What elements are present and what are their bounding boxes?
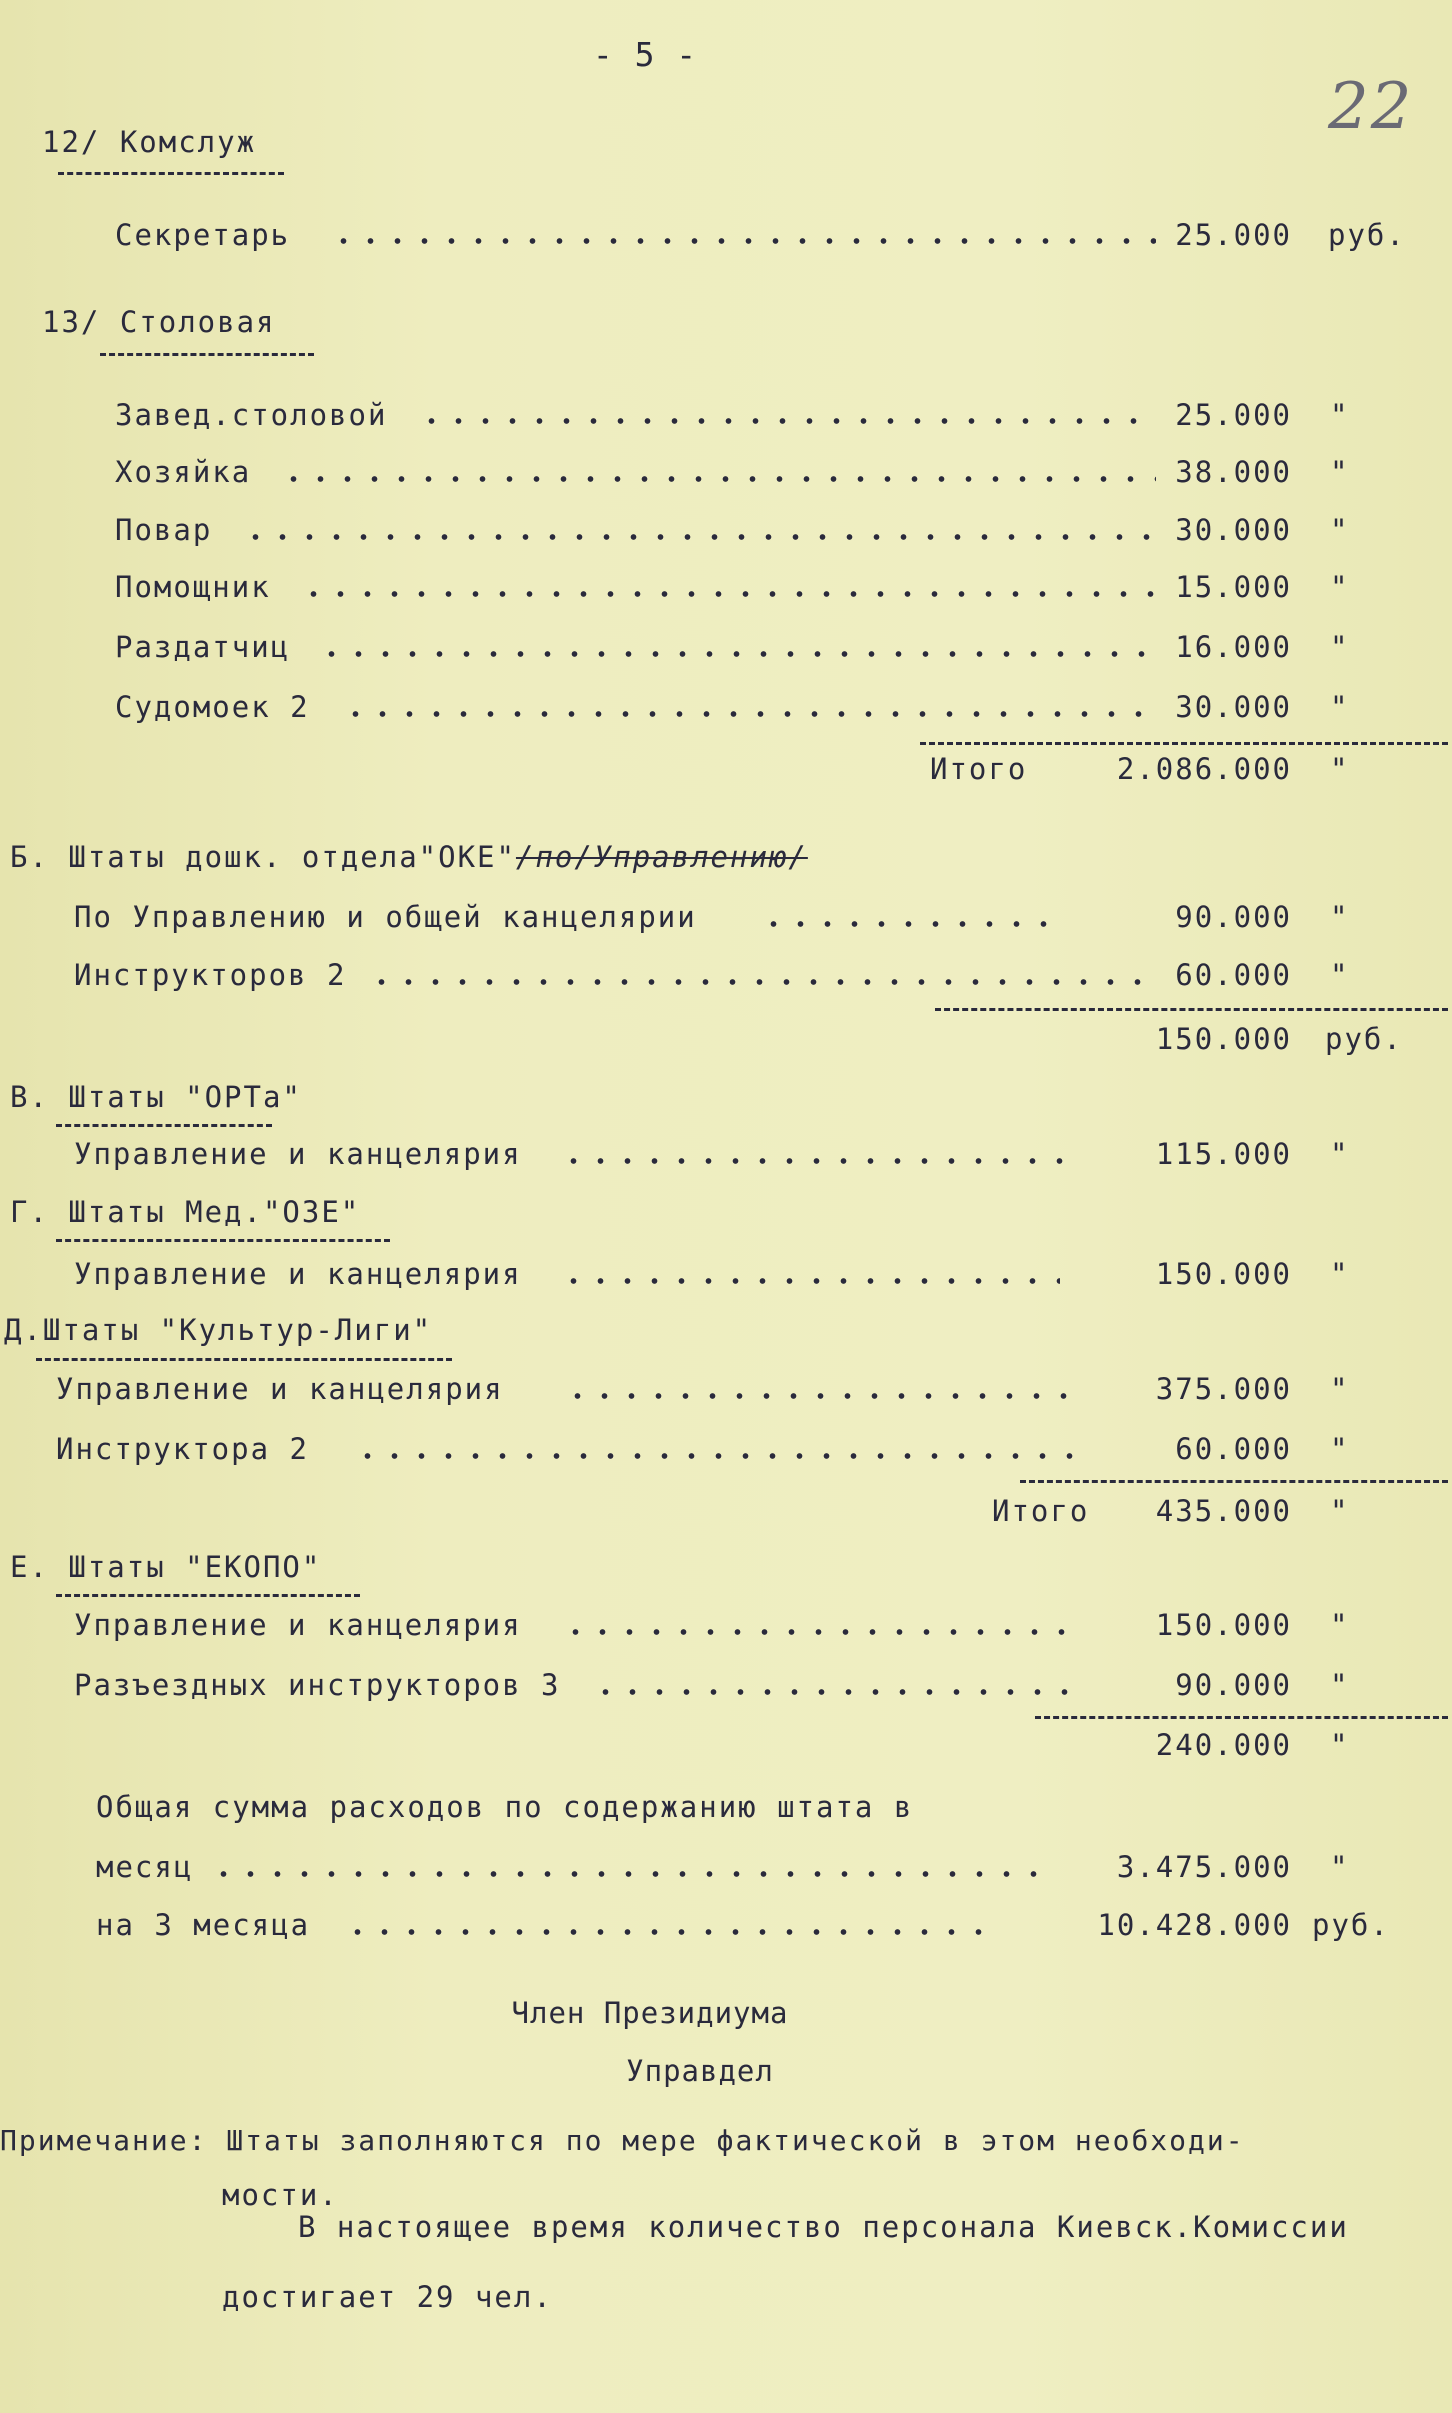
row-label: Завед.столовой: [115, 398, 388, 432]
row-amount: 150.000: [1155, 1257, 1292, 1291]
dot-leader: [760, 921, 1056, 927]
total-amount: 150.000: [1155, 1022, 1292, 1056]
row-unit: ": [1330, 1608, 1350, 1642]
dot-leader: [344, 1929, 984, 1935]
dot-leader: [560, 1158, 1080, 1164]
dot-leader: [368, 979, 1156, 985]
dot-leader: [342, 711, 1156, 717]
row-label: Управление и канцелярия: [74, 1257, 522, 1291]
row-amount: 90.000: [1175, 900, 1292, 934]
total-rule: [920, 742, 1448, 745]
page-number: - 5 -: [592, 35, 698, 74]
section-heading-e: Е. Штаты "ЕКОПО": [10, 1550, 322, 1584]
row-label: Инструктора 2: [56, 1432, 309, 1466]
note-line: [0, 2124, 1245, 2158]
row-unit: ": [1330, 513, 1350, 547]
signature-role: Управдел: [626, 2054, 774, 2088]
section-heading-d: Д.Штаты "Культур-Лиги": [4, 1313, 433, 1347]
row-unit: руб.: [1328, 218, 1406, 252]
total-unit: ": [1330, 1494, 1350, 1528]
row-unit: ": [1330, 900, 1350, 934]
row-amount: 30.000: [1175, 513, 1292, 547]
heading-underline: [56, 1239, 390, 1242]
heading-underline: [56, 1594, 360, 1597]
note-line: В настоящее время количество персонала Киевск.Комиссии: [298, 2210, 1349, 2244]
summary-month-amount: 3.475.000: [1116, 1850, 1292, 1884]
row-unit: ": [1330, 1668, 1350, 1702]
row-label: Управление и канцелярия: [74, 1137, 522, 1171]
row-amount: 25.000: [1175, 218, 1292, 252]
section-heading-v: В. Штаты "ОРТа": [10, 1080, 302, 1114]
row-amount: 60.000: [1175, 958, 1292, 992]
note-line: мости.: [222, 2178, 339, 2212]
row-label: По Управлению и общей канцелярии: [74, 900, 697, 934]
row-unit: ": [1330, 1372, 1350, 1406]
row-amount: 15.000: [1175, 570, 1292, 604]
row-amount: 60.000: [1175, 1432, 1292, 1466]
row-unit: ": [1330, 455, 1350, 489]
dot-leader: [330, 238, 1156, 244]
row-label: Хозяйка: [115, 455, 252, 489]
row-amount: 30.000: [1175, 690, 1292, 724]
heading-text: Б. Штаты дошк. отдела"ОКЕ": [10, 840, 516, 874]
row-unit: ": [1330, 630, 1350, 664]
row-amount: 25.000: [1175, 398, 1292, 432]
heading-underline: [36, 1358, 452, 1361]
summary-month-unit: ": [1330, 1850, 1350, 1884]
row-label: Помощник: [115, 570, 271, 604]
dot-leader: [560, 1278, 1060, 1284]
row-unit: ": [1330, 398, 1350, 432]
row-label: Секретарь: [115, 218, 291, 252]
heading-underline: [100, 353, 314, 356]
row-amount: 38.000: [1175, 455, 1292, 489]
archive-folio-mark: 22: [1328, 70, 1414, 144]
section-heading-g: Г. Штаты Мед."ОЗЕ": [10, 1195, 361, 1229]
heading-underline: [56, 1124, 272, 1127]
summary-period-label: на 3 месяца: [96, 1908, 311, 1942]
summary-line: Общая сумма расходов по содержанию штата в: [96, 1790, 914, 1824]
note-line: достигает 29 чел.: [222, 2280, 553, 2314]
row-amount: 150.000: [1155, 1608, 1292, 1642]
dot-leader: [318, 651, 1156, 657]
row-amount: 115.000: [1155, 1137, 1292, 1171]
row-unit: ": [1330, 1432, 1350, 1466]
row-amount: 90.000: [1175, 1668, 1292, 1702]
total-amount: 435.000: [1155, 1494, 1292, 1528]
dot-leader: [280, 476, 1156, 482]
total-rule: [1035, 1716, 1448, 1719]
total-label: Итого: [930, 752, 1028, 786]
dot-leader: [562, 1629, 1080, 1635]
total-amount: 240.000: [1155, 1728, 1292, 1762]
summary-period-unit: руб.: [1312, 1908, 1390, 1942]
total-rule: [935, 1008, 1448, 1011]
dot-leader: [354, 1453, 1080, 1459]
row-amount: 16.000: [1175, 630, 1292, 664]
row-unit: ": [1330, 958, 1350, 992]
total-unit: руб.: [1325, 1022, 1403, 1056]
dot-leader: [564, 1393, 1080, 1399]
row-label: Управление и канцелярия: [74, 1608, 522, 1642]
total-unit: ": [1330, 1728, 1350, 1762]
row-label: Повар: [115, 513, 213, 547]
dot-leader: [592, 1689, 1080, 1695]
total-amount: 2.086.000: [1116, 752, 1292, 786]
note-label: Примечание:: [0, 2124, 208, 2157]
row-label: Управление и канцелярия: [56, 1372, 504, 1406]
struck-out-text: /по/Управлению/: [515, 840, 808, 874]
row-unit: ": [1330, 690, 1350, 724]
summary-period-amount: 10.428.000: [1097, 1908, 1292, 1942]
section-heading-komsoluzh: 12/ Комслуж: [42, 125, 257, 159]
row-unit: ": [1330, 1137, 1350, 1171]
dot-leader: [300, 591, 1156, 597]
row-label: Разъездных инструкторов 3: [74, 1668, 561, 1702]
row-label: Раздатчиц: [115, 630, 291, 664]
section-heading-b: [10, 840, 808, 874]
total-rule: [1020, 1480, 1448, 1483]
signature-title: Член Президиума: [511, 1996, 789, 2030]
row-unit: ": [1330, 1257, 1350, 1291]
row-unit: ": [1330, 570, 1350, 604]
row-amount: 375.000: [1155, 1372, 1292, 1406]
section-heading-stolovaya: 13/ Столовая: [42, 305, 276, 339]
row-label: Инструкторов 2: [74, 958, 347, 992]
dot-leader: [242, 534, 1156, 540]
dot-leader: [210, 1871, 1040, 1877]
total-unit: ": [1330, 752, 1350, 786]
heading-underline: [58, 172, 284, 175]
dot-leader: [418, 418, 1156, 424]
total-label: Итого: [992, 1494, 1090, 1528]
summary-month-label: месяц: [96, 1850, 194, 1884]
row-label: Судомоек 2: [115, 690, 310, 724]
note-text: Штаты заполняются по мере фактической в этом необходи-: [226, 2124, 1245, 2157]
